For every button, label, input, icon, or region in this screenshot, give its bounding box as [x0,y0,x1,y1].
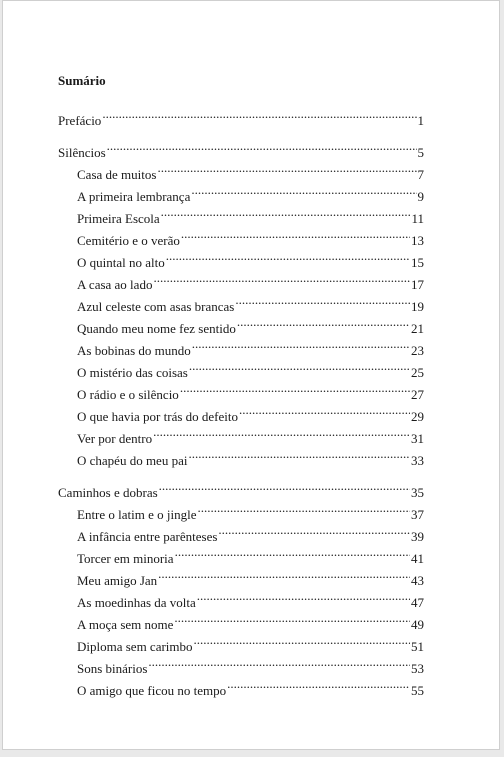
toc-entry-label: A primeira lembrança [77,189,191,204]
toc-entry-label: As bobinas do mundo [77,343,191,358]
toc-entry-label: Silêncios [58,145,106,160]
toc-entry-label: Quando meu nome fez sentido [77,321,236,336]
dot-leader [198,497,411,519]
toc-entry-label: Entre o latim e o jingle [77,507,197,522]
dot-leader [158,563,410,585]
toc-page-number: 27 [411,387,424,402]
dot-leader [191,179,416,201]
dot-leader [102,103,416,125]
toc-page-number: 1 [417,113,424,128]
dot-leader [181,223,410,245]
toc-page-number: 55 [411,683,424,698]
toc-entry-label: Primeira Escola [77,211,160,226]
toc-entry-label: As moedinhas da volta [77,595,196,610]
toc-page-number: 15 [411,255,424,270]
dot-leader [188,443,410,465]
toc-entry-label: Diploma sem carimbo [77,639,193,654]
dot-leader [197,585,410,607]
dot-leader [218,519,410,541]
toc-entry-label: O mistério das coisas [77,365,188,380]
toc-entry-label: Cemitério e o verão [77,233,180,248]
toc-entry-label: A infância entre parênteses [77,529,218,544]
dot-leader [237,311,410,333]
toc-entry-label: O quintal no alto [77,255,165,270]
toc-entry-label: Sons binários [77,661,148,676]
toc-part-entry[interactable] [58,103,424,128]
dot-leader [148,651,410,673]
toc-page-number: 5 [417,145,424,160]
toc-page-number: 47 [411,595,424,610]
dot-leader [153,421,410,443]
dot-leader [180,377,410,399]
toc-entry-label: Ver por dentro [77,431,153,446]
toc-page-number: 9 [417,189,424,204]
toc-page-number: 31 [411,431,424,446]
spacer [58,91,424,103]
section-spacer [58,125,424,135]
toc-page-number: 13 [411,233,424,248]
toc-entry-label: Torcer em minoria [77,551,174,566]
toc-page-number: 25 [411,365,424,380]
toc-entry-label: O chapéu do meu pai [77,453,188,468]
toc-title: Sumário [58,73,106,88]
dot-leader [166,245,410,267]
toc-entry-label: A moça sem nome [77,617,174,632]
document-page [2,0,500,750]
toc-page-number: 19 [411,299,424,314]
toc-entry-label: Prefácio [58,113,102,128]
toc-entry-label: A casa ao lado [77,277,153,292]
toc-part-entry[interactable] [58,475,424,500]
toc-page-number: 43 [411,573,424,588]
toc-entry-label: O que havia por trás do defeito [77,409,239,424]
toc-body [58,103,424,698]
toc-page-number: 17 [411,277,424,292]
toc-page-number: 39 [411,529,424,544]
toc-page-number: 53 [411,661,424,676]
toc-page-number: 51 [411,639,424,654]
toc-entry-label: Caminhos e dobras [58,485,158,500]
table-of-contents [58,71,424,698]
toc-chapter-entry[interactable] [58,157,424,182]
toc-page-number: 7 [417,167,424,182]
dot-leader [157,157,416,179]
toc-page-number: 11 [411,211,424,226]
toc-entry-label: Casa de muitos [77,167,157,182]
dot-leader [227,673,410,695]
toc-page-number: 35 [411,485,424,500]
toc-page-number: 23 [411,343,424,358]
dot-leader [235,289,410,311]
toc-entry-label: O amigo que ficou no tempo [77,683,227,698]
toc-page-number: 29 [411,409,424,424]
dot-leader [189,355,410,377]
toc-page-number: 37 [411,507,424,522]
dot-leader [161,201,411,223]
toc-page-number: 41 [411,551,424,566]
toc-part-entry[interactable] [58,135,424,160]
dot-leader [239,399,410,421]
dot-leader [153,267,410,289]
toc-page-number: 49 [411,617,424,632]
toc-page-number: 21 [411,321,424,336]
dot-leader [107,135,417,157]
dot-leader [175,541,410,563]
dot-leader [194,629,410,651]
dot-leader [159,475,410,497]
toc-entry-label: Meu amigo Jan [77,573,158,588]
toc-entry-label: O rádio e o silêncio [77,387,179,402]
toc-page-number: 33 [411,453,424,468]
toc-entry-label: Azul celeste com asas brancas [77,299,235,314]
dot-leader [174,607,410,629]
dot-leader [192,333,410,355]
